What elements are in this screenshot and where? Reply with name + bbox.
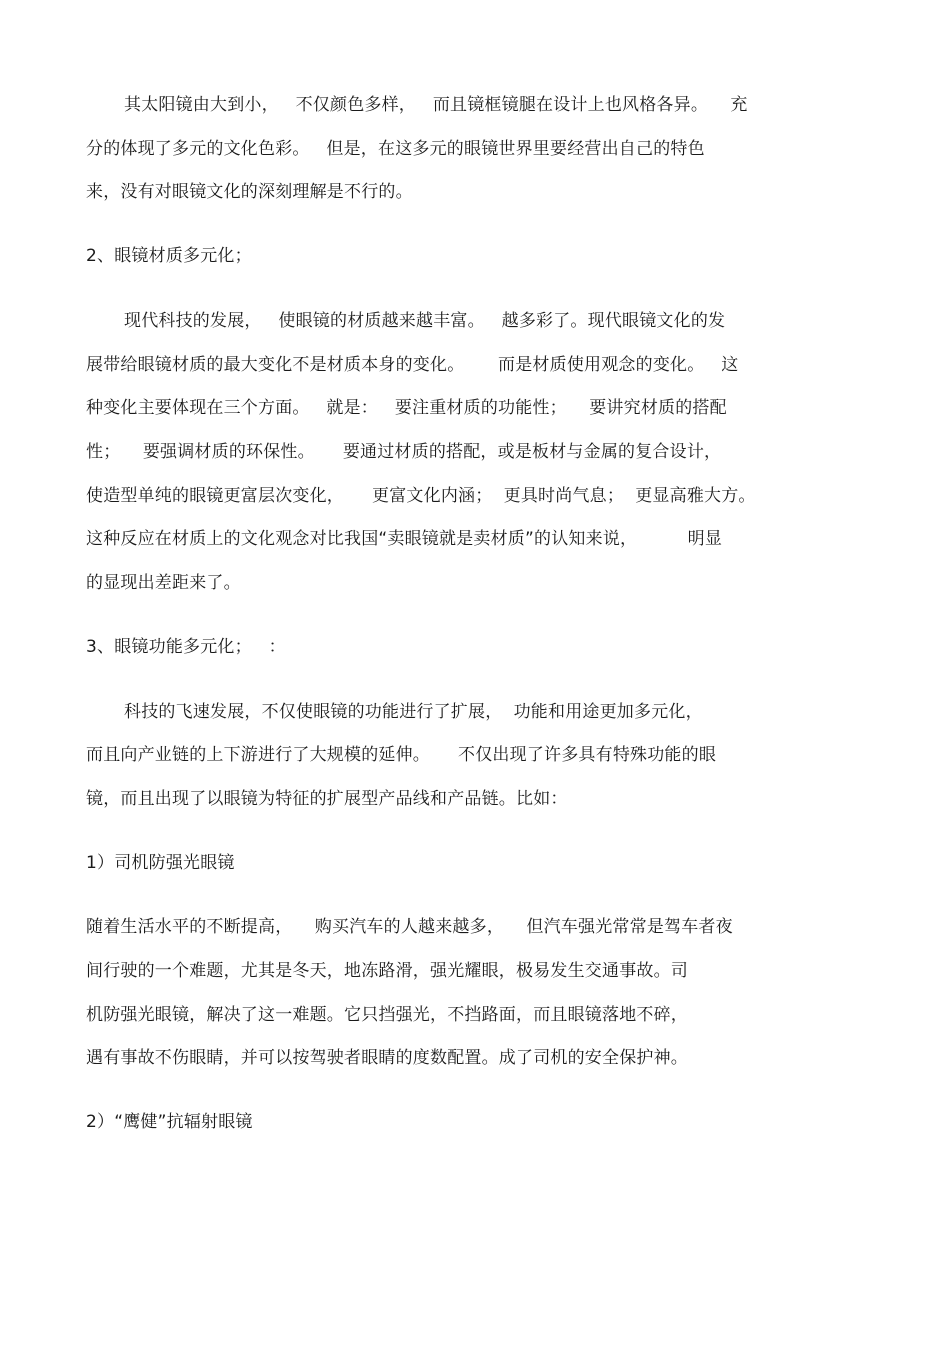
paragraph-4-line-4: 遇有事故不伤眼睛，并可以按驾驶者眼睛的度数配置。成了司机的安全保护神。 [86,1048,688,1068]
paragraph-2-line-1: 现代科技的发展， 使眼镜的材质越来越丰富。 越多彩了。现代眼镜文化的发 [124,311,726,331]
subheading-2: 2）“鹰健”抗辐射眼镜 [86,1112,253,1132]
section-heading-3: 3、眼镜功能多元化； ： [86,637,286,657]
paragraph-2-line-7: 的显现出差距来了。 [86,573,241,593]
paragraph-4-line-3: 机防强光眼镜，解决了这一难题。它只挡强光，不挡路面，而且眼镜落地不碎， [86,1005,688,1025]
paragraph-3-line-1: 科技的飞速发展，不仅使眼镜的功能进行了扩展， 功能和用途更加多元化， [124,702,703,722]
paragraph-3-line-2: 而且向产业链的上下游进行了大规模的延伸。 不仅出现了许多具有特殊功能的眼 [86,745,717,765]
section-heading-2: 2、眼镜材质多元化； [86,246,252,266]
paragraph-4-line-2: 间行驶的一个难题，尤其是冬天，地冻路滑，强光耀眼，极易发生交通事故。司 [86,961,688,981]
paragraph-4-line-1: 随着生活水平的不断提高， 购买汽车的人越来越多， 但汽车强光常常是驾车者夜 [86,917,733,937]
paragraph-3-line-3: 镜，而且出现了以眼镜为特征的扩展型产品线和产品链。比如： [86,789,568,809]
paragraph-2-line-4: 性； 要强调材质的环保性。 要通过材质的搭配，或是板材与金属的复合设计， [86,442,722,462]
paragraph-1-line-3: 来，没有对眼镜文化的深刻理解是不行的。 [86,182,413,202]
paragraph-1-line-2: 分的体现了多元的文化色彩。 但是，在这多元的眼镜世界里要经营出自己的特色 [86,139,705,159]
paragraph-2-line-2: 展带给眼镜材质的最大变化不是材质本身的变化。 而是材质使用观念的变化。 这 [86,355,739,375]
paragraph-2-line-6: 这种反应在材质上的文化观念对比我国“卖眼镜就是卖材质”的认知来说， 明显 [86,529,723,549]
paragraph-2-line-3: 种变化主要体现在三个方面。 就是： 要注重材质的功能性； 要讲究材质的搭配 [86,398,727,418]
subheading-1: 1）司机防强光眼镜 [86,853,235,873]
paragraph-1-line-1: 其太阳镜由大到小， 不仅颜色多样， 而且镜框镜腿在设计上也风格各异。 充 [124,95,748,115]
paragraph-2-line-5: 使造型单纯的眼镜更富层次变化， 更富文化内涵； 更具时尚气息； 更显高雅大方。 [86,486,756,506]
